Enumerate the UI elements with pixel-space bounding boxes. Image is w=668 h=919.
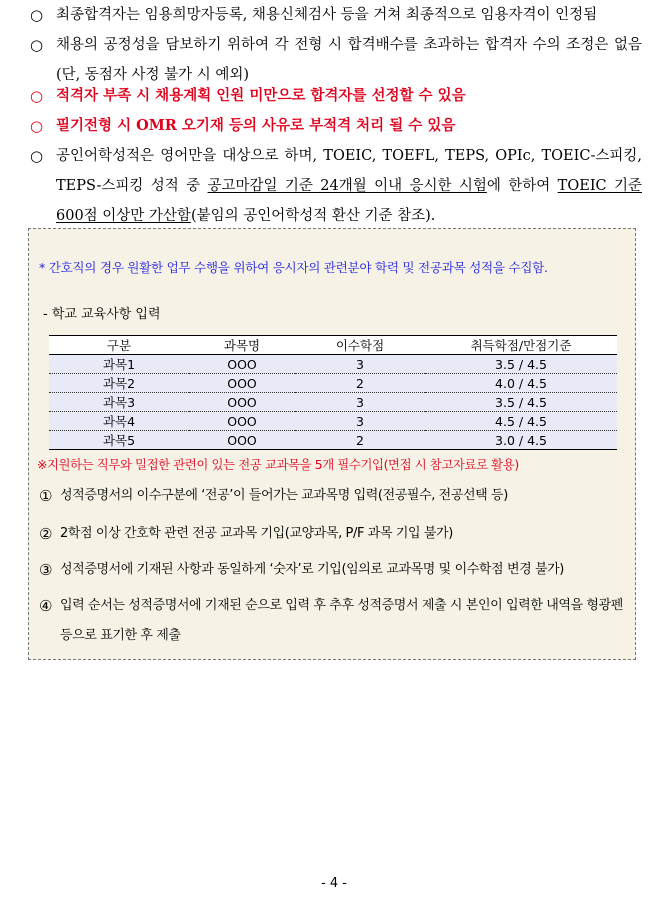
instruction-item-3: ③ 성적증명서에 기재된 사항과 동일하게 ‘숫자’로 기입(임의로 교과목명 및 이수학점 변경 불가) bbox=[39, 555, 629, 585]
circle-bullet-icon: ○ bbox=[30, 36, 44, 54]
table-row: 과목5 OOO 2 3.0 / 4.5 bbox=[49, 431, 617, 450]
education-subtitle: - 학교 교육사항 입력 bbox=[43, 307, 161, 322]
circle-bullet-icon: ○ bbox=[30, 117, 44, 135]
bullet-text: 필기전형 시 OMR 오기재 등의 사유로 부적격 처리 될 수 있음 bbox=[56, 117, 456, 134]
bullet-text: 공인어학성적은 영어만을 대상으로 하며, TOEIC, TOEFL, TEPS, OPIc, TOEIC-스피킹, TEPS-스피킹 성적 중 공고마감일 기준 24개월 이내 응시한 시험에 한하여 TOEIC 기준 600점 이상만 가산함(붙임의 공인어학성적 환산 기준 참조). bbox=[56, 148, 643, 224]
table-header-row bbox=[49, 336, 617, 355]
table-row: 과목1 OOO 3 3.5 / 4.5 bbox=[49, 355, 617, 374]
instruction-item-1: ① 성적증명서의 이수구분에 ‘전공’이 들어가는 교과목명 입력(전공필수, 전공선택 등) bbox=[39, 481, 629, 511]
bullet-text: 적격자 부족 시 채용계획 인원 미만으로 합격자를 선정할 수 있음 bbox=[56, 87, 466, 104]
bullet-omr-error bbox=[30, 111, 642, 141]
header-grade: 취득학점/만점기준 bbox=[425, 336, 617, 355]
page-number: - 4 - bbox=[321, 876, 347, 891]
bullet-language-score bbox=[30, 141, 642, 231]
circled-number-icon: ③ bbox=[39, 561, 53, 579]
table-row: 과목2 OOO 2 4.0 / 4.5 bbox=[49, 374, 617, 393]
circle-bullet-icon: ○ bbox=[30, 6, 44, 24]
circle-bullet-icon: ○ bbox=[30, 147, 44, 165]
course-table bbox=[49, 335, 617, 450]
header-category: 구분 bbox=[49, 336, 189, 355]
underlined-toeic-criteria: TOEIC 기준 600점 이상만 가산함 bbox=[56, 178, 643, 224]
bullet-final-passer bbox=[30, 0, 642, 30]
bullet-text: 최종합격자는 임용희망자등록, 채용신체검사 등을 거쳐 최종적으로 임용자격이 인정됨 bbox=[56, 7, 598, 23]
header-course-name: 과목명 bbox=[189, 336, 295, 355]
nursing-info-box bbox=[28, 228, 636, 660]
nursing-note: * 간호직의 경우 원활한 업무 수행을 위하여 응시자의 관련분야 학력 및 전공과목 성적을 수집함. bbox=[39, 260, 548, 275]
circled-number-icon: ④ bbox=[39, 597, 53, 615]
circled-number-icon: ① bbox=[39, 487, 53, 505]
table-row: 과목4 OOO 3 4.5 / 4.5 bbox=[49, 412, 617, 431]
table-row: 과목3 OOO 3 3.5 / 4.5 bbox=[49, 393, 617, 412]
circle-bullet-icon: ○ bbox=[30, 87, 44, 105]
instruction-item-2: ② 2학점 이상 간호학 관련 전공 교과목 기입(교양과목, P/F 과목 기입 불가) bbox=[39, 519, 629, 549]
bullet-text: 채용의 공정성을 담보하기 위하여 각 전형 시 합격배수를 초과하는 합격자 수의 조정은 없음 (단, 동점자 사정 불가 시 예외) bbox=[56, 37, 642, 83]
bullet-insufficient-candidates bbox=[30, 81, 642, 111]
instruction-item-4: ④ 입력 순서는 성적증명서에 기재된 순으로 입력 후 추후 성적증명서 제출 시 본인이 입력한 내역을 형광펜 등으로 표기한 후 제출 bbox=[39, 591, 629, 651]
circled-number-icon: ② bbox=[39, 525, 53, 543]
underlined-period: 공고마감일 기준 24개월 이내 응시한 시험 bbox=[207, 178, 487, 194]
header-credits: 이수학점 bbox=[295, 336, 425, 355]
required-courses-warning: ※지원하는 직무와 밀접한 관련이 있는 전공 교과목을 5개 필수기입(면접 시 참고자료로 활용) bbox=[37, 457, 519, 472]
